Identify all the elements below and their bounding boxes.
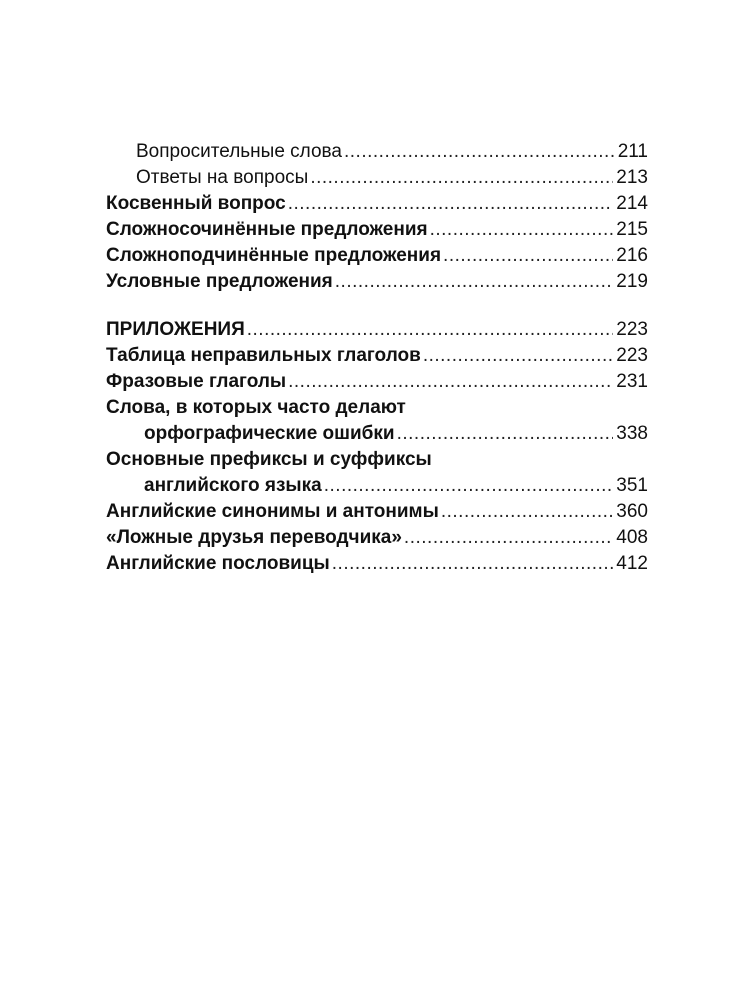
toc-entry-page: 213 — [616, 167, 648, 188]
toc-entry-false-friends — [106, 525, 648, 551]
toc-entry-complex-sentences — [106, 243, 648, 269]
dot-leader — [247, 317, 614, 343]
toc-entry-question-words — [106, 139, 648, 165]
toc-entry-page: 360 — [616, 501, 648, 522]
toc-entry-page: 223 — [616, 319, 648, 340]
dot-leader — [441, 499, 613, 525]
dot-leader — [288, 191, 614, 217]
toc-entry-page: 216 — [616, 245, 648, 266]
toc-entry-misspelled-words — [106, 395, 648, 447]
toc-entry-compound-sentences — [106, 217, 648, 243]
toc-entry-appendices — [106, 317, 648, 343]
dot-leader — [332, 551, 614, 577]
dot-leader — [397, 421, 614, 447]
toc-entry-synonyms-antonyms — [106, 499, 648, 525]
dot-leader — [335, 269, 614, 295]
toc-entry-page: 338 — [616, 423, 648, 444]
toc-entry-page: 408 — [616, 527, 648, 548]
toc-entry-page: 231 — [616, 371, 648, 392]
dot-leader — [324, 473, 614, 499]
toc-entry-title: Ответы на вопросы — [136, 167, 309, 188]
toc-entry-page: 211 — [617, 141, 648, 162]
toc-entry-page: 223 — [616, 345, 648, 366]
dot-leader — [404, 525, 613, 551]
toc-entry-page: 215 — [616, 219, 648, 240]
toc-entry-title: Условные предложения — [106, 271, 333, 292]
toc-entry-answers — [106, 165, 648, 191]
dot-leader — [310, 165, 613, 191]
toc-entry-title: Сложносочинённые предложения — [106, 219, 428, 240]
toc-entry-proverbs — [106, 551, 648, 577]
toc-entry-title: Слова, в которых часто делают — [106, 397, 406, 418]
toc-entry-title-cont: орфографические ошибки — [144, 423, 395, 444]
toc-entry-title: Вопросительные слова — [136, 141, 342, 162]
toc-entry-title: ПРИЛОЖЕНИЯ — [106, 319, 245, 340]
toc-entry-title: Английские синонимы и антонимы — [106, 501, 439, 522]
toc-entry-title: Английские пословицы — [106, 553, 330, 574]
toc-entry-irregular-verbs — [106, 343, 648, 369]
toc-entry-page: 214 — [616, 193, 648, 214]
toc-entry-title: Косвенный вопрос — [106, 193, 286, 214]
toc-entry-title: «Ложные друзья переводчика» — [106, 527, 402, 548]
dot-leader — [430, 217, 614, 243]
toc-entry-page: 351 — [616, 475, 648, 496]
table-of-contents — [106, 139, 648, 577]
dot-leader — [288, 369, 613, 395]
toc-entry-title: Сложноподчинённые предложения — [106, 245, 442, 266]
dot-leader — [443, 243, 613, 269]
toc-entry-prefixes-suffixes — [106, 447, 648, 499]
toc-entry-page: 219 — [616, 271, 648, 292]
toc-entry-indirect-question — [106, 191, 648, 217]
toc-entry-phrasal-verbs — [106, 369, 648, 395]
toc-entry-title: Фразовые глаголы — [106, 371, 287, 392]
toc-entry-title-cont: английского языка — [144, 475, 322, 496]
toc-entry-conditional-sentences — [106, 269, 648, 295]
dot-leader — [423, 343, 613, 369]
dot-leader — [344, 139, 615, 165]
toc-entry-title: Таблица неправильных глаголов — [106, 345, 421, 366]
toc-entry-title: Основные префиксы и суффиксы — [106, 449, 432, 470]
toc-entry-page: 412 — [616, 553, 648, 574]
